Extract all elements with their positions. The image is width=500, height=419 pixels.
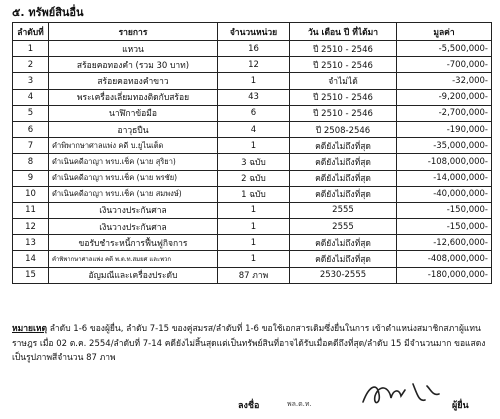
cell-date: คดียังไม่ถึงที่สุด	[290, 251, 397, 267]
table-row	[13, 235, 492, 251]
cell-date: 2530-2555	[290, 267, 397, 283]
table-row	[13, 121, 492, 137]
cell-value: -35,000,000-	[397, 138, 492, 154]
cell-item: อัญมณีและเครื่องประดับ	[49, 267, 218, 283]
cell-no: 9	[13, 170, 49, 186]
cell-item: ดำเนินคดีอาญา พรบ.เช็ค (นาย สุริยา)	[49, 154, 218, 170]
cell-date: คดียังไม่ถึงที่สุด	[290, 235, 397, 251]
section-title: ๕. ทรัพย์สินอื่น	[12, 6, 84, 19]
signature-label: ลงชื่อ	[238, 401, 260, 411]
table-row	[13, 138, 492, 154]
cell-qty: 3 ฉบับ	[218, 154, 290, 170]
cell-value: -5,500,000-	[397, 41, 492, 57]
header-date: วัน เดือน ปี ที่ได้มา	[290, 23, 397, 41]
cell-item: นาฬิกาข้อมือ	[49, 105, 218, 121]
handwritten-signature	[355, 376, 450, 412]
assets-table	[12, 22, 492, 284]
cell-date: คดียังไม่ถึงที่สุด	[290, 186, 397, 202]
table-row	[13, 41, 492, 57]
note-paragraph	[12, 322, 492, 366]
table-row	[13, 73, 492, 89]
cell-value: -9,200,000-	[397, 89, 492, 105]
cell-qty: 1	[218, 219, 290, 235]
cell-qty: 12	[218, 57, 290, 73]
table-row	[13, 186, 492, 202]
cell-date: ปี 2510 - 2546	[290, 105, 397, 121]
cell-value: -150,000-	[397, 219, 492, 235]
cell-item: สร้อยคอทองคำ (รวม 30 บาท)	[49, 57, 218, 73]
cell-no: 1	[13, 41, 49, 57]
cell-item: เงินวางประกันศาล	[49, 219, 218, 235]
cell-item: อาวุธปืน	[49, 121, 218, 137]
cell-no: 5	[13, 105, 49, 121]
cell-value: -408,000,000-	[397, 251, 492, 267]
header-item: รายการ	[49, 23, 218, 41]
cell-no: 12	[13, 219, 49, 235]
table-row	[13, 57, 492, 73]
cell-value: -150,000-	[397, 202, 492, 218]
cell-no: 13	[13, 235, 49, 251]
cell-item: ดำเนินคดีอาญา พรบ.เช็ค (นาย พรชัย)	[49, 170, 218, 186]
cell-value: -180,000,000-	[397, 267, 492, 283]
cell-qty: 1	[218, 251, 290, 267]
cell-no: 15	[13, 267, 49, 283]
header-value: มูลค่า	[397, 23, 492, 41]
cell-qty: 1	[218, 202, 290, 218]
table-header-row	[13, 23, 492, 41]
cell-date: ปี 2510 - 2546	[290, 89, 397, 105]
table-row	[13, 219, 492, 235]
table-row	[13, 89, 492, 105]
table-row	[13, 154, 492, 170]
cell-item: ขอรับชำระหนี้การฟื้นฟูกิจการ	[49, 235, 218, 251]
cell-qty: 1	[218, 138, 290, 154]
cell-date: 2555	[290, 202, 397, 218]
cell-qty: 6	[218, 105, 290, 121]
cell-item: เงินวางประกันศาล	[49, 202, 218, 218]
cell-date: ปี 2510 - 2546	[290, 41, 397, 57]
cell-no: 8	[13, 154, 49, 170]
cell-item: คำพิพากษาศาลแพ่ง คดี บ.ยูไนเต็ด	[49, 138, 218, 154]
cell-item: สร้อยคอทองคำขาว	[49, 73, 218, 89]
cell-date: 2555	[290, 219, 397, 235]
table-row	[13, 105, 492, 121]
cell-no: 4	[13, 89, 49, 105]
header-no: ลำดับที่	[13, 23, 49, 41]
cell-date: ปี 2508-2546	[290, 121, 397, 137]
cell-value: -40,000,000-	[397, 186, 492, 202]
table-row	[13, 170, 492, 186]
note-label: หมายเหตุ	[12, 324, 47, 334]
cell-value: -108,000,000-	[397, 154, 492, 170]
header-qty: จำนวนหน่วย	[218, 23, 290, 41]
cell-qty: 4	[218, 121, 290, 137]
cell-qty: 16	[218, 41, 290, 57]
cell-no: 7	[13, 138, 49, 154]
cell-no: 2	[13, 57, 49, 73]
signature-date: พล.ต.ท.	[287, 400, 312, 408]
cell-qty: 2 ฉบับ	[218, 170, 290, 186]
cell-no: 3	[13, 73, 49, 89]
cell-item: ดำเนินคดีอาญา พรบ.เช็ค (นาย สมพงษ์)	[49, 186, 218, 202]
cell-no: 6	[13, 121, 49, 137]
cell-date: จำไม่ได้	[290, 73, 397, 89]
cell-value: -32,000-	[397, 73, 492, 89]
cell-no: 11	[13, 202, 49, 218]
table-row	[13, 267, 492, 283]
cell-value: -700,000-	[397, 57, 492, 73]
cell-item: พระเครื่องเลี่ยมทองติดกับสร้อย	[49, 89, 218, 105]
cell-value: -14,000,000-	[397, 170, 492, 186]
cell-item: แหวน	[49, 41, 218, 57]
cell-qty: 1	[218, 235, 290, 251]
cell-qty: 43	[218, 89, 290, 105]
cell-item: คำพิพากษาศาลแพ่ง คดี พ.ต.ท.สมยศ และพวก	[49, 251, 218, 267]
cell-no: 14	[13, 251, 49, 267]
cell-date: ปี 2510 - 2546	[290, 57, 397, 73]
note-text: ลำดับ 1-6 ของผู้ยื่น, ลำดับ 7-15 ของคู่สมรส/ลำดับที่ 1-6 ขอใช้เอกสารเดิมซึ่งยื่นในการ เข้าตำแหน่งสมาชิกสภาผู้แทนราษฎร เมื่อ 02 ต.ค. 2554/ลำดับที่ 7-14 คดียังไม่สิ้นสุดแต่เป็นทรัพย์สินที่อาจได้รับเมื่อคดีถึงที่สุด/ลำดับ 15 มีจำนวนมาก ขอแสดงเป็นรูปภาพสีจำนวน 87 ภาพ	[12, 324, 486, 363]
cell-qty: 87 ภาพ	[218, 267, 290, 283]
signature-role: ผู้ยื่น	[452, 401, 469, 411]
cell-value: -12,600,000-	[397, 235, 492, 251]
cell-qty: 1	[218, 73, 290, 89]
cell-qty: 1 ฉบับ	[218, 186, 290, 202]
cell-date: คดียังไม่ถึงที่สุด	[290, 170, 397, 186]
cell-no: 10	[13, 186, 49, 202]
cell-value: -2,700,000-	[397, 105, 492, 121]
cell-value: -190,000-	[397, 121, 492, 137]
table-row	[13, 251, 492, 267]
cell-date: คดียังไม่ถึงที่สุด	[290, 154, 397, 170]
cell-date: คดียังไม่ถึงที่สุด	[290, 138, 397, 154]
table-row	[13, 202, 492, 218]
